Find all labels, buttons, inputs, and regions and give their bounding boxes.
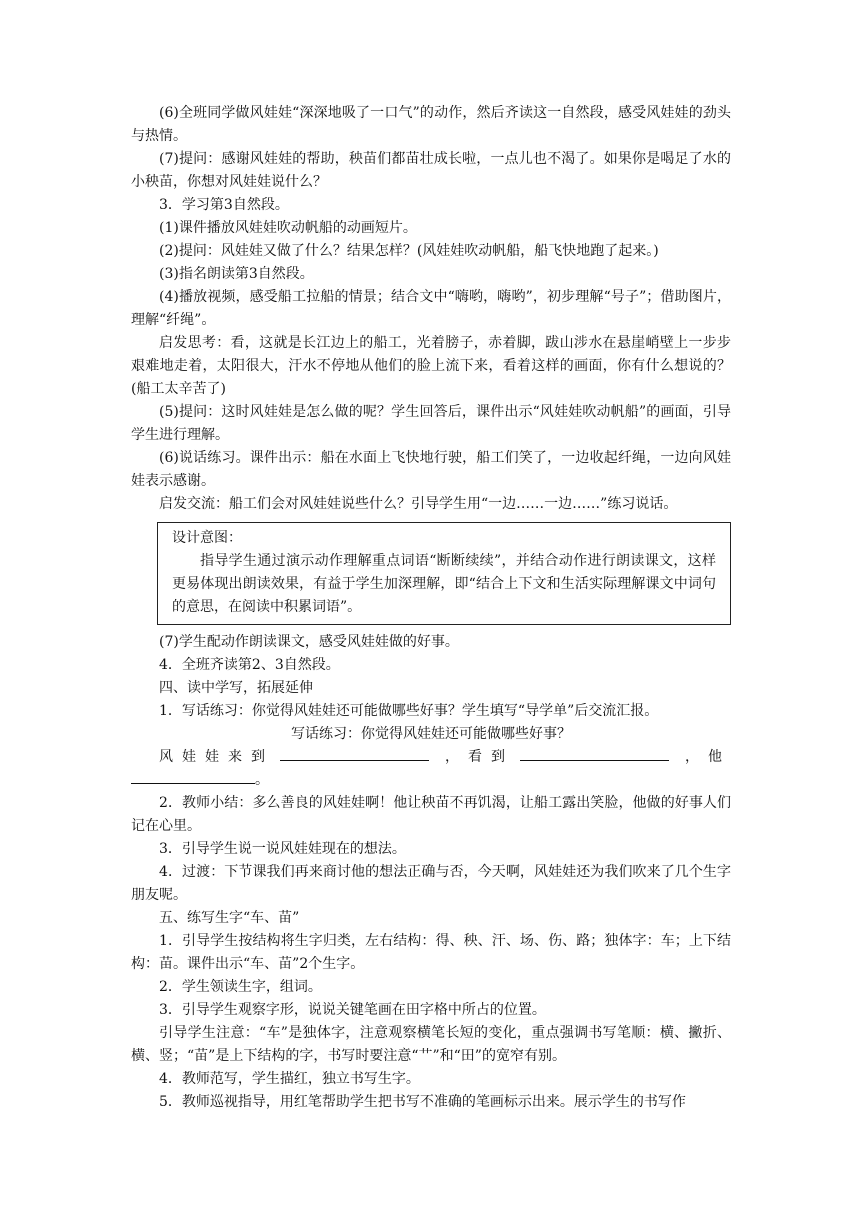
writing-prompt: 写话练习：你觉得风娃娃还可能做哪些好事？ (291, 726, 571, 742)
paragraph: 启发思考：看，这就是长江边上的船工，光着膀子，赤着脚，跋山涉水在悬崖峭壁上一步步艰难地走着，太阳很大，汗水不停地从他们的脸上流下来，看着这样的画面，你有什么想说的？(船工太辛苦了) (131, 335, 731, 397)
paragraph: 引导学生注意：“车”是独体字，注意观察横笔长短的变化，重点强调书写笔顺：横、撇折、横、竖；“苗”是上下结构的字，书写时要注意“艹”和“田”的宽窄有别。 (131, 1025, 731, 1064)
section-heading: 五、练写生字“车、苗” (159, 910, 300, 926)
fill-blank-3[interactable] (131, 769, 255, 784)
section-extension (131, 631, 731, 1114)
design-intent-body: 指导学生通过演示动作理解重点词语“断断续续”，并结合动作进行朗读课文，这样更易体现出朗读效果，有益于学生加深理解，即“结合上下文和生活实际理解课文中词句的意思，在阅读中积累词语”。 (172, 553, 716, 615)
design-intent-box (157, 522, 731, 625)
paragraph: 3．学习第3自然段。 (159, 197, 289, 213)
paragraph: (6)全班同学做风娃娃“深深地吸了一口气”的动作，然后齐读这一自然段，感受风娃娃的劲头与热情。 (131, 105, 731, 144)
paragraph: 4．全班齐读第2、3自然段。 (159, 657, 340, 673)
paragraph: 2．学生领读生字，组词。 (159, 979, 322, 995)
paragraph: 5．教师巡视指导，用红笔帮助学生把书写不准确的笔画标示出来。展示学生的书写作 (159, 1094, 686, 1110)
paragraph: 1．引导学生按结构将生字归类，左右结构：得、秧、汗、场、伤、路；独体字：车；上下结构：苗。课件出示“车、苗”2个生字。 (131, 933, 731, 972)
document-body (131, 102, 731, 1114)
design-intent-title: 设计意图： (172, 530, 242, 546)
paragraph: (4)播放视频，感受船工拉船的情景；结合文中“嗨哟，嗨哟”，初步理解“号子”；借助图片，理解“纤绳”。 (131, 289, 731, 328)
paragraph: (5)提问：这时风娃娃是怎么做的呢？学生回答后，课件出示“风娃娃吹动帆船”的画面，引导学生进行理解。 (131, 404, 731, 443)
fill-blank-2[interactable] (520, 746, 669, 761)
paragraph: (7)提问：感谢风娃娃的帮助，秧苗们都苗壮成长啦，一点儿也不渴了。如果你是喝足了水的小秧苗，你想对风娃娃说什么？ (131, 151, 731, 190)
fill-end: 。 (255, 772, 269, 788)
fill-label-2: ，看到 (445, 749, 514, 765)
paragraph: 1．写话练习：你觉得风娃娃还可能做哪些好事？学生填写“导学单”后交流汇报。 (159, 703, 659, 719)
paragraph: 3．引导学生说一说风娃娃现在的想法。 (159, 841, 406, 857)
fill-label-3: ，他 (685, 749, 731, 765)
paragraph: (1)课件播放风娃娃吹动帆船的动画短片。 (159, 220, 417, 236)
paragraph: 3．引导学生观察字形，说说关键笔画在田字格中所占的位置。 (159, 1002, 546, 1018)
paragraph: 2．教师小结：多么善良的风娃娃啊！他让秧苗不再饥渴，让船工露出笑脸，他做的好事人们记在心里。 (131, 795, 731, 834)
paragraph: (6)说话练习。课件出示：船在水面上飞快地行驶，船工们笑了，一边收起纤绳，一边向风娃娃表示感谢。 (131, 450, 731, 489)
paragraph: (3)指名朗读第3自然段。 (159, 266, 314, 282)
paragraph: 4．过渡：下节课我们再来商讨他的想法正确与否，今天啊，风娃娃还为我们吹来了几个生字朋友呢。 (131, 864, 731, 903)
paragraph: 启发交流：船工们会对风娃娃说些什么？引导学生用“一边……一边……”练习说话。 (159, 496, 678, 512)
section-reading-steps (131, 102, 731, 516)
fill-blank-1[interactable] (280, 746, 429, 761)
paragraph: (2)提问：风娃娃又做了什么？结果怎样？(风娃娃吹动帆船，船飞快地跑了起来。) (159, 243, 659, 259)
fill-in-sentence-cont (131, 769, 731, 792)
fill-in-sentence (131, 746, 731, 769)
fill-label-1: 风娃娃来到 (159, 749, 274, 765)
section-heading: 四、读中学写，拓展延伸 (159, 680, 313, 696)
paragraph: 4．教师范写，学生描红，独立书写生字。 (159, 1071, 420, 1087)
paragraph: (7)学生配动作朗读课文，感受风娃娃做的好事。 (159, 634, 459, 650)
